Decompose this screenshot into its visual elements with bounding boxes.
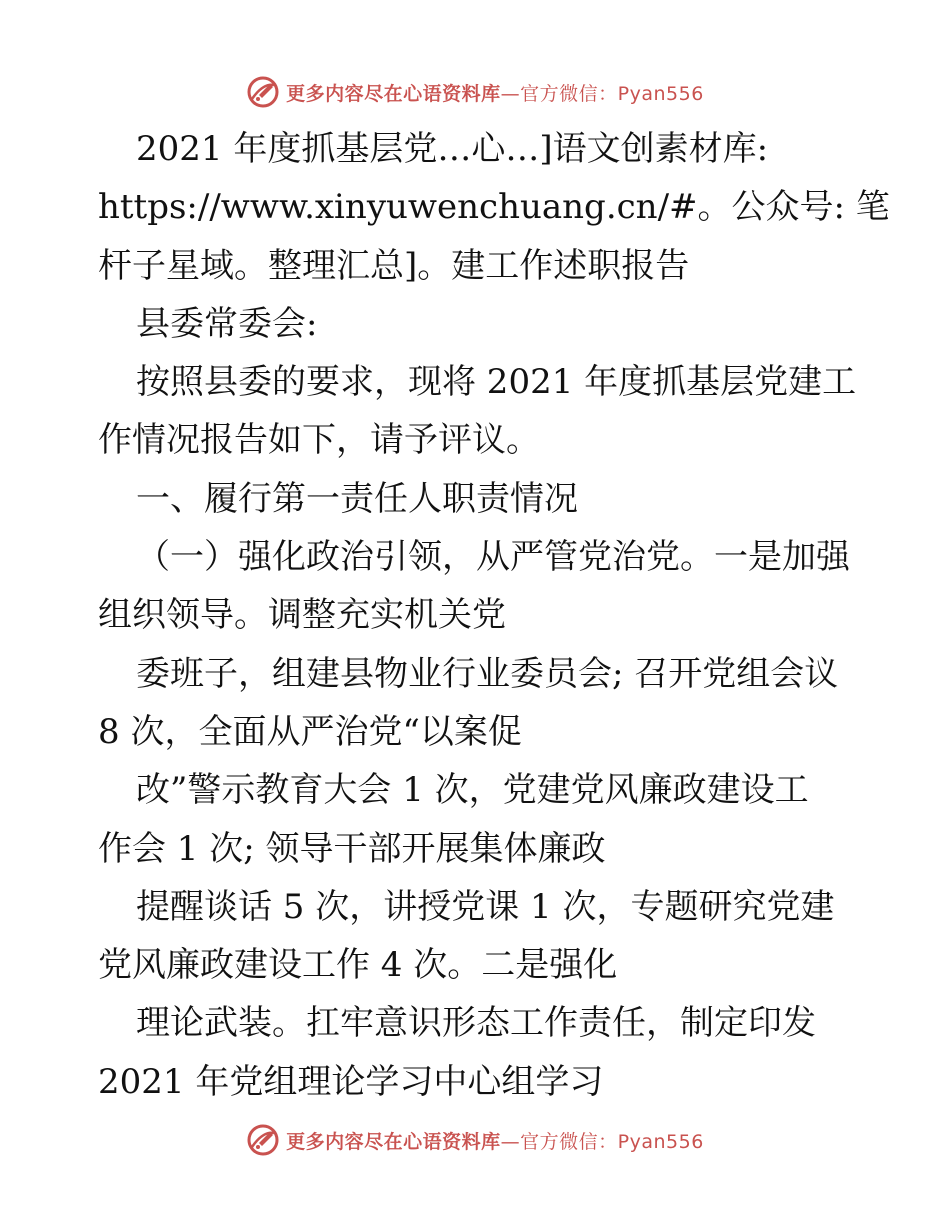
text-line: 提醒谈话 5 次，讲授党课 1 次，专题研究党建	[136, 886, 835, 927]
banner-title: 更多内容尽在心语资料库	[286, 82, 501, 105]
text-line: 委班子，组建县物业行业委员会; 召开党组会议	[136, 653, 839, 694]
banner-title: 更多内容尽在心语资料库	[286, 1130, 501, 1153]
text-line: https://www.xinyuwenchuang.cn/#。公众号: 笔	[98, 187, 890, 228]
section-heading: 一、履行第一责任人职责情况	[136, 478, 578, 519]
text-line: 作情况报告如下，请予评议。	[98, 420, 540, 461]
text-line: 8 次，全面从严治党“以案促	[98, 711, 522, 752]
text-line: 按照县委的要求，现将 2021 年度抓基层党建工	[136, 362, 857, 403]
text-line: （一）强化政治引领，从严管党治党。一是加强	[136, 537, 850, 578]
header-banner	[0, 72, 950, 112]
text-line: 县委常委会:	[136, 303, 318, 344]
text-line: 组织领导。调整充实机关党	[98, 595, 506, 636]
text-line: 改”警示教育大会 1 次，党建党风廉政建设工	[136, 770, 809, 811]
banner-text	[286, 1127, 704, 1154]
text-line: 2021 年度抓基层党…心…]语文创素材库:	[136, 129, 769, 169]
pen-logo-icon	[246, 1123, 280, 1157]
text-line: 杆子星域。整理汇总]。建工作述职报告	[98, 245, 690, 286]
text-line: 党风廉政建设工作 4 次。二是强化	[98, 945, 618, 986]
text-line: 理论武装。扛牢意识形态工作责任，制定印发	[136, 1003, 816, 1044]
banner-text	[286, 79, 704, 106]
text-line: 作会 1 次; 领导干部开展集体廉政	[98, 828, 606, 869]
footer-banner	[0, 1120, 950, 1160]
pen-logo-icon	[246, 75, 280, 109]
banner-wechat: —官方微信：Pyan556	[500, 1130, 704, 1153]
banner-wechat: —官方微信：Pyan556	[500, 82, 704, 105]
text-line: 2021 年党组理论学习中心组学习	[98, 1061, 604, 1102]
document-body	[98, 120, 890, 1111]
